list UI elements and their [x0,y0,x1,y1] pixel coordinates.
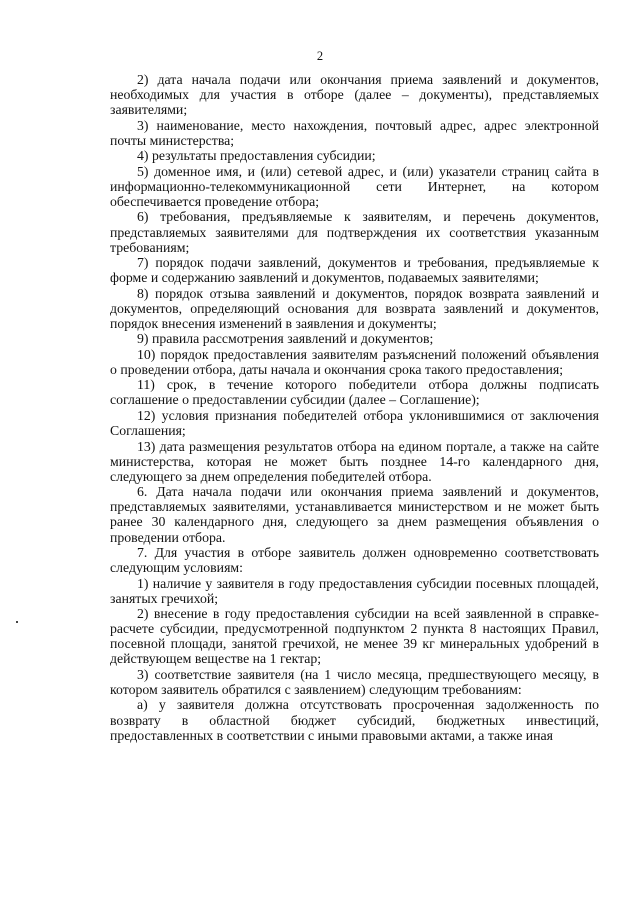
clause-7: 7. Для участия в отборе заявитель должен одновременно соответствовать следующим условиям: [110,544,599,576]
paragraph-item-6: 6) требования, предъявляемые к заявителям, и перечень документов, представляемых заявителями для подтверждения их соответствия указанным требованиям; [110,209,599,255]
paragraph-item-13: 13) дата размещения результатов отбора на едином портале, а также на сайте министерства, которая не может быть позднее 14-го календарного дня, следующего за днем определения победителей отбора. [110,438,599,484]
paragraph-item-12: 12) условия признания победителей отбора уклонившимися от заключения Соглашения; [110,407,599,439]
paragraph-item-5: 5) доменное имя, и (или) сетевой адрес, и (или) указатели страниц сайта в информационно-телекоммуникационной сети Интернет, на котором обеспечивается проведение отбора; [110,163,599,209]
document-body [110,72,599,743]
condition-1: 1) наличие у заявителя в году предоставления субсидии посевных площадей, занятых гречихой; [110,575,599,606]
paragraph-item-9: 9) правила рассмотрения заявлений и документов; [137,331,434,347]
margin-speck [16,621,18,623]
condition-3: 3) соответствие заявителя (на 1 число месяца, предшествующего месяцу, в котором заявитель обратился с заявлением) следующим требованиям: [110,666,599,697]
clause-6: 6. Дата начала подачи или окончания приема заявлений и документов, представляемых заявителями, устанавливается министерством и не может быть ранее 30 календарного дня, следующего за днем размещения объявления о проведении отбора. [110,484,599,545]
paragraph-item-7: 7) порядок подачи заявлений, документов и требования, предъявляемые к форме и содержанию заявлений и документов, подаваемых заявителями; [110,255,599,286]
paragraph-item-4: 4) результаты предоставления субсидии; [137,148,376,164]
page-number: 2 [316,49,324,63]
condition-3a: а) у заявителя должна отсутствовать просроченная задолженность по возврату в областной бюджет субсидий, бюджетных инвестиций, предоставленных в соответствии с иными правовыми актами, а также иная [110,697,599,743]
paragraph-item-8: 8) порядок отзыва заявлений и документов, порядок возврата заявлений и документов, определяющий основания для возврата заявлений и документов, порядок внесения изменений в заявления и документы; [110,285,599,331]
paragraph-item-2: 2) дата начала подачи или окончания приема заявлений и документов, необходимых для участия в отборе (далее – документы), представляемых заявителями; [110,72,599,118]
condition-2: 2) внесение в году предоставления субсидии на всей заявленной в справке-расчете субсидии, предусмотренной подпунктом 2 пункта 8 настоящих Правил, посевной площади, занятой гречихой, не менее 39 кг минеральных удобрений в действующем веществе на 1 гектар; [110,606,599,667]
paragraph-item-3: 3) наименование, место нахождения, почтовый адрес, адрес электронной почты министерства; [110,117,599,148]
paragraph-item-11: 11) срок, в течение которого победители отбора должны подписать соглашение о предоставлении субсидии (далее – Соглашение); [110,377,599,408]
paragraph-item-10: 10) порядок предоставления заявителям разъяснений положений объявления о проведении отбора, даты начала и окончания срока такого предоставления; [110,346,599,377]
